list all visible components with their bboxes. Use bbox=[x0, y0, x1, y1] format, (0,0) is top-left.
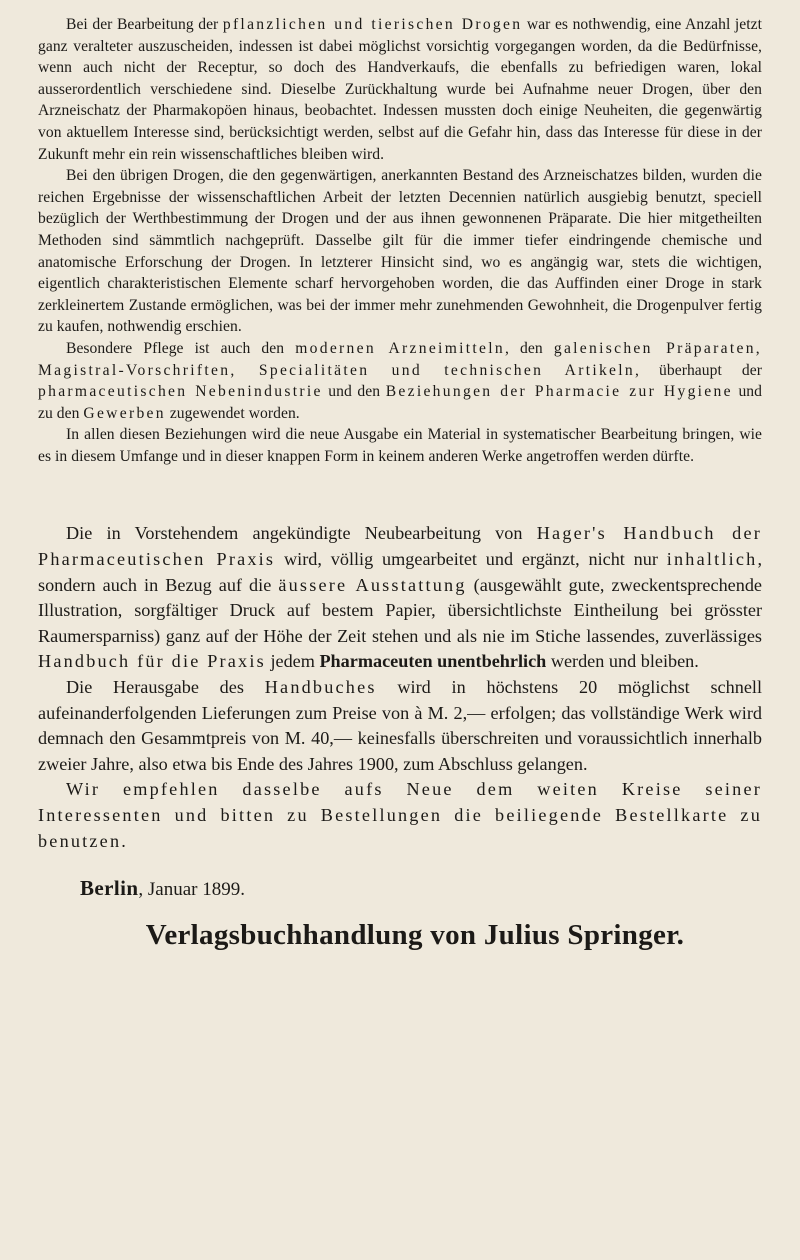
paragraph-other-drugs: Bei den übrigen Drogen, die den gegenwärtigen, anerkannten Bestand des Arzneischatzes bilden, wurden die reichen Ergebnisse der wissenschaftlichen Arbeit der letzten Decennien natürlich ausgiebig benutzt, speciell bezüglich der Werthbestimmung der Drogen und der aus ihnen gewonnenen Präparate. Die hier mitgetheilten Methoden sind sämmtlich nachgeprüft. Dasselbe gilt für die immer tiefer eindringende chemische und anatomische Erforschung der Drogen. In letzterer Hinsicht sind, wo es angängig war, stets die wichtigen, eigentlich charakteristischen Elemente scharf hervorgehoben worden, die das Auffinden einer Droge in stark zerkleinertem Zustande ermöglichen, was bei der immer mehr zunehmenden Gewohnheit, die Drogenpulver fertig zu kaufen, nothwendig erschien. bbox=[38, 167, 762, 336]
dateline bbox=[38, 876, 762, 901]
emphasis-title: Hager's Handbuch der Pharmaceutischen Praxis bbox=[38, 523, 762, 570]
preface-excerpt bbox=[38, 14, 762, 467]
paragraph-special-care: Besondere Pflege ist auch den modernen Arzneimitteln, den galenischen Präparaten, Magistral-Vorschriften, Specialitäten und technischen Artikeln, überhaupt der pharmaceutischen Nebenindustrie und den Beziehungen der Pharmacie zur Hygiene und zu den Gewerben zugewendet worden. bbox=[38, 339, 762, 422]
paragraph-publication-terms: Die Herausgabe des Handbuches wird in höchstens 20 möglichst schnell aufeinanderfolgenden Lieferungen zum Preise von à M. 2,— erfolgen; das vollständige Werk wird demnach den Gesammtpreis von M. 40,— keinesfalls überschreiten und voraussichtlich innerhalb zweier Jahre, also etwa bis Ende des Jahres 1900, zum Abschluss gelangen. bbox=[38, 677, 762, 774]
paragraph-announcement: Die in Vorstehendem angekündigte Neubearbeitung von Hager's Handbuch der Pharmaceutischen Praxis wird, völlig umgearbeitet und ergänzt, nicht nur inhaltlich, sondern auch in Bezug auf die äussere Ausstattung (ausgewählt gute, zweckentsprechende Illustration, sorgfältiger Druck auf bestem Papier, übersichtlichste Eintheilung bei grösster Raumersparniss) ganz auf der Höhe der Zeit stehen und als nie im Stiche lassendes, zuverlässiges Handbuch für die Praxis jedem Pharmaceuten unentbehrlich werden und bleiben. bbox=[38, 523, 763, 672]
paragraph-drugs: Bei der Bearbeitung der pflanzlichen und tierischen Drogen war es nothwendig, eine Anzahl jetzt ganz veralteter auszuscheiden, indessen ist dabei möglichst vorsichtig vorgegangen worden, da die Bedürfnisse, wenn auch nicht der Receptur, so doch des Handverkaufs, die ebenfalls zu befriedigen waren, lokal ausserordentlich verschiedene sind. Dieselbe Zurückhaltung wurde bei Aufnahme neuer Drogen, über den Arzneischatz der Pharmakopöen hinaus, beobachtet. Indessen mussten doch einige Neuheiten, die gegenwärtig von aktuellem Interesse sind, berücksichtigt werden, selbst auf die Gefahr hin, dass das Interesse für diese in der Zukunft mehr ein rein wissenschaftliches bleiben wird. bbox=[38, 16, 762, 163]
emphasis-indispensable: Pharmaceuten unentbehrlich bbox=[319, 651, 547, 672]
dateline-city: Berlin bbox=[80, 876, 139, 901]
emphasis-drugs: pflanzlichen und tierischen Drogen bbox=[222, 16, 523, 33]
paragraph-recommendation: Wir empfehlen dasselbe aufs Neue dem weiten Kreise seiner Interessenten und bitten zu Bestellungen die beiliegende Bestellkarte zu benutzen. bbox=[38, 779, 762, 851]
publisher-signature: Verlagsbuchhandlung von Julius Springer. bbox=[145, 919, 685, 952]
dateline-date: , Januar 1899. bbox=[138, 879, 245, 901]
section-gap bbox=[38, 467, 762, 521]
paragraph-new-edition: In allen diesen Beziehungen wird die neue Ausgabe ein Material in systematischer Bearbeitung bringen, wie es in diesem Umfange und in dieser knappen Form in keinem anderen Werke angetroffen werden dürfte. bbox=[38, 426, 762, 465]
announcement bbox=[38, 521, 762, 854]
